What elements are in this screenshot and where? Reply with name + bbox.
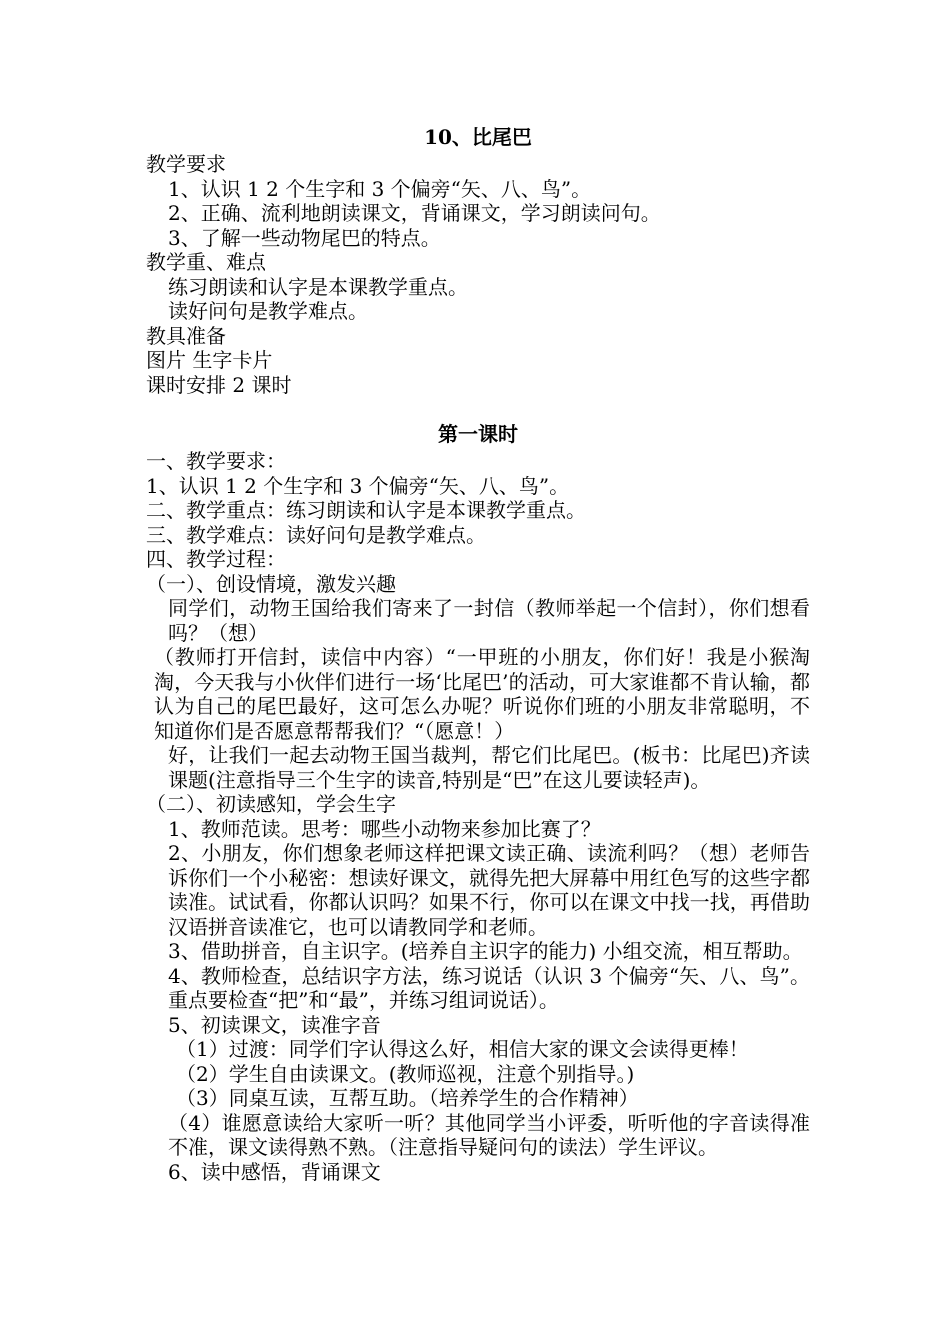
substep-transition: （1）过渡：同学们字认得这么好，相信大家的课文会读得更棒！ bbox=[176, 1037, 749, 1061]
paragraph-read-title: 好，让我们一起去动物王国当裁判，帮它们比尾巴。(板书：比尾巴)齐读课题(注意指导三个生字的读音,特别是“巴”在这儿要读轻声)。 bbox=[168, 743, 810, 792]
paragraph-letter-intro: 同学们，动物王国给我们寄来了一封信（教师举起一个信封），你们想看吗？（想） bbox=[168, 596, 810, 645]
teaching-aids-text: 图片 生字卡片 bbox=[146, 348, 273, 372]
document-page bbox=[146, 122, 810, 1184]
requirement-item-1: 1、认识 1 2 个生字和 3 个偏旁“矢、八、鸟”。 bbox=[168, 176, 592, 201]
paragraph-letter-content: （教师打开信封，读信中内容）“一甲班的小朋友，你们好！我是小猴淘淘，今天我与小伙伴们进行一场‘比尾巴’的活动，可大家谁都不肯认输，都认为自己的尾巴最好，这可怎么办呢？听说你们班的小朋友非常聪明，不知道你们是否愿意帮帮我们？“（愿意！） bbox=[154, 645, 810, 743]
heading-teaching-requirements: 教学要求 bbox=[146, 152, 226, 176]
requirement-item-2: 2、正确、流利地朗读课文，背诵课文，学习朗读问句。 bbox=[168, 201, 661, 225]
requirement-item-3: 3、了解一些动物尾巴的特点。 bbox=[168, 225, 441, 250]
step-read-correctly: 2、小朋友，你们想象老师这样把课文读正确、读流利吗？（想）老师告诉你们一个小秘密：想读好课文，就得先把大屏幕中用红色写的这些字都读准。试试看，你都认识吗？如果不行，你可以在课文中找一找，再借助汉语拼音读准它，也可以请教同学和老师。 bbox=[168, 841, 810, 939]
lesson-difficult-point: 三、教学难点：读好问句是教学难点。 bbox=[146, 522, 486, 547]
key-point-text: 练习朗读和认字是本课教学重点。 bbox=[168, 274, 468, 299]
difficult-point-text: 读好问句是教学难点。 bbox=[168, 299, 368, 323]
step-first-reading: 5、初读课文，读准字音 bbox=[168, 1012, 381, 1037]
lesson-requirement-item: 1、认识 1 2 个生字和 3 个偏旁“矢、八、鸟”。 bbox=[146, 473, 570, 498]
substep-pair-reading: （3）同桌互读，互帮互助。（培养学生的合作精神） bbox=[176, 1086, 639, 1110]
section-spacer bbox=[146, 397, 810, 419]
lesson-process-heading: 四、教学过程： bbox=[146, 547, 286, 571]
process-step-1-heading: （一）、创设情境，激发兴趣 bbox=[146, 571, 396, 596]
step-comprehension-recite: 6、读中感悟，背诵课文 bbox=[168, 1159, 381, 1184]
document-title: 10、比尾巴 bbox=[424, 125, 532, 149]
substep-free-reading: （2）学生自由读课文。(教师巡视，注意个别指导。) bbox=[176, 1061, 635, 1086]
heading-teaching-aids: 教具准备 bbox=[146, 323, 226, 348]
step-teacher-check: 4、教师检查，总结识字方法，练习说话（认识 3 个偏旁“矢、八、鸟”。重点要检查“把”和“最”，并练习组词说话）。 bbox=[168, 963, 810, 1012]
lesson-key-point: 二、教学重点：练习朗读和认字是本课教学重点。 bbox=[146, 498, 586, 522]
class-hours-text: 课时安排 2 课时 bbox=[146, 372, 292, 397]
process-step-2-heading: （二）、初读感知，学会生字 bbox=[146, 792, 396, 816]
heading-key-difficult-points: 教学重、难点 bbox=[146, 250, 266, 274]
step-teacher-reading: 1、教师范读。思考：哪些小动物来参加比赛了？ bbox=[168, 816, 601, 841]
section-title-first-lesson: 第一课时 bbox=[438, 422, 518, 446]
substep-volunteer-reading: （4）谁愿意读给大家听一听？其他同学当小评委，听听他的字音读得准不准，课文读得熟不熟。（注意指导疑问句的读法）学生评议。 bbox=[168, 1110, 810, 1159]
step-self-literacy: 3、借助拼音，自主识字。(培养自主识字的能力) 小组交流，相互帮助。 bbox=[168, 939, 803, 963]
lesson-requirements-heading: 一、教学要求： bbox=[146, 449, 286, 473]
